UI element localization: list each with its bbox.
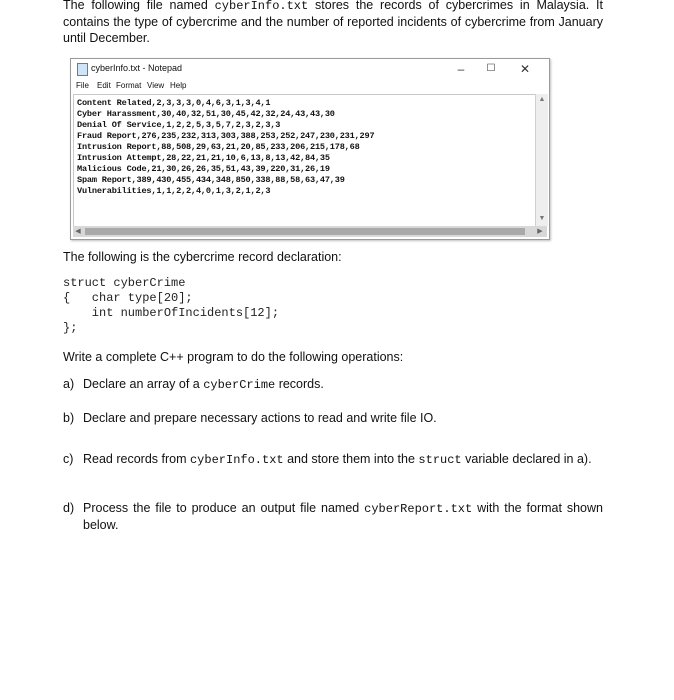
text-line: Fraud Report,276,235,232,313,303,388,253,252,247,230,231,297 (77, 131, 375, 141)
question-c-text-2: and store them into the (283, 452, 419, 466)
scroll-right-icon[interactable]: ▶ (537, 228, 543, 235)
intro-filename: cyberInfo.txt (214, 0, 309, 13)
struct-line-1: struct cyberCrime (63, 276, 186, 290)
text-line: Intrusion Attempt,28,22,21,21,10,6,13,8,13,42,84,35 (77, 153, 330, 163)
struct-line-2: { char type[20]; (63, 291, 193, 305)
horizontal-scrollbar[interactable] (73, 226, 547, 237)
question-d-label: d) (63, 501, 75, 515)
text-line: Intrusion Report,88,508,29,63,21,20,85,233,206,215,178,68 (77, 142, 360, 152)
scroll-up-icon[interactable]: ▲ (538, 96, 546, 103)
question-d-code: cyberReport.txt (364, 502, 473, 516)
horizontal-scroll-thumb[interactable] (85, 228, 525, 235)
question-b-label: b) (63, 411, 75, 425)
scroll-down-icon[interactable]: ▼ (538, 215, 546, 222)
question-a-text-1: Declare an array of a (83, 377, 204, 391)
question-c-text-1: Read records from (83, 452, 190, 466)
notepad-app-icon (77, 63, 88, 76)
question-a-code: cyberCrime (203, 378, 276, 392)
scroll-left-icon[interactable]: ◀ (75, 228, 81, 235)
struct-line-3: int numberOfIncidents[12]; (63, 306, 280, 320)
declaration-intro: The following is the cybercrime record declaration: (63, 250, 342, 264)
intro-text-1: The following file named (63, 0, 215, 12)
menu-format[interactable]: Format (116, 81, 142, 90)
minimize-button[interactable]: – (457, 62, 465, 76)
menu-edit[interactable]: Edit (97, 81, 111, 90)
intro-paragraph (63, 0, 603, 46)
question-a-text (83, 376, 603, 393)
text-line: Vulnerabilities,1,1,2,2,4,0,1,3,2,1,2,3 (77, 186, 271, 196)
notepad-text-area[interactable] (73, 94, 536, 228)
menu-file[interactable]: File (76, 81, 89, 90)
question-b-text: Declare and prepare necessary actions to read and write file IO. (83, 411, 437, 425)
notepad-menubar (71, 79, 549, 93)
struct-line-4: }; (63, 321, 78, 335)
vertical-scrollbar[interactable] (535, 94, 548, 226)
intro-text-2: stores the records of cybercrimes in Malaysia. It contains the type of cybercrime and the number of reported incidents of cybercrime from January until December. (63, 0, 603, 45)
text-line: Denial Of Service,1,2,2,5,3,5,7,2,3,2,3,3 (77, 120, 281, 130)
maximize-button[interactable]: ☐ (486, 63, 496, 74)
close-button[interactable]: ✕ (519, 62, 531, 76)
question-c-code-1: cyberInfo.txt (189, 453, 284, 467)
question-d-text-1: Process the file to produce an output file named (83, 501, 365, 515)
text-line: Malicious Code,21,30,26,26,35,51,43,39,220,31,26,19 (77, 164, 330, 174)
notepad-titlebar (71, 59, 549, 79)
task-intro: Write a complete C++ program to do the following operations: (63, 350, 404, 364)
question-c-text (83, 451, 603, 468)
question-c-label: c) (63, 452, 74, 466)
question-d-text-2: with the format shown below. (83, 501, 603, 532)
question-a-label: a) (63, 377, 75, 391)
notepad-window (70, 58, 550, 240)
text-line: Content Related,2,3,3,3,0,4,6,3,1,3,4,1 (77, 98, 271, 108)
question-a-text-2: records. (275, 377, 324, 391)
question-d-text (83, 500, 603, 533)
text-line: Cyber Harassment,30,40,32,51,30,45,42,32,24,43,43,30 (77, 109, 335, 119)
notepad-title: cyberInfo.txt - Notepad (91, 63, 183, 73)
menu-view[interactable]: View (147, 81, 165, 90)
question-c-code-2: struct (418, 453, 462, 467)
question-c-text-3: variable declared in a). (461, 452, 592, 466)
menu-help[interactable]: Help (170, 81, 187, 90)
text-line: Spam Report,389,430,455,434,348,850,338,88,58,63,47,39 (77, 175, 345, 185)
